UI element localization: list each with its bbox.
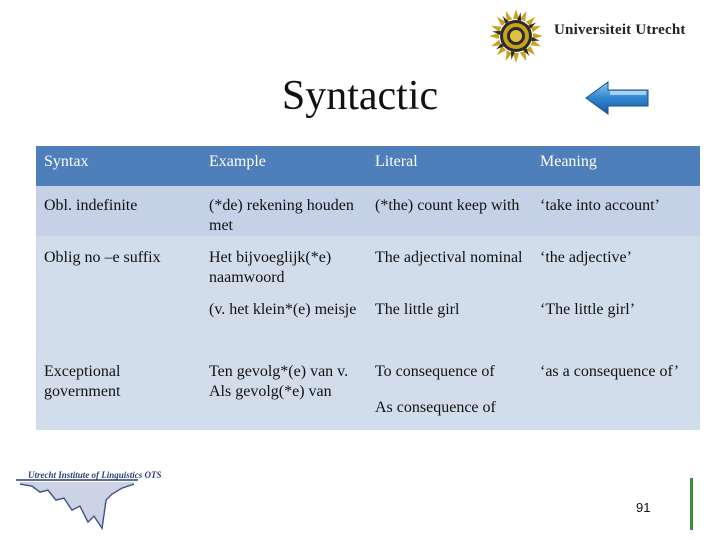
example-line-1: Ten gevolg*(e) van v. (209, 363, 349, 380)
cell-meaning: ‘the adjective’ (532, 236, 700, 288)
page-number: 91 (636, 500, 651, 515)
cell-syntax: Exceptional government (36, 356, 201, 430)
syntax-table (36, 146, 700, 430)
sun-seal-icon (488, 8, 544, 64)
literal-line-2: As consequence of (375, 399, 496, 416)
column-header-meaning: Meaning (532, 146, 700, 186)
column-header-syntax: Syntax (36, 146, 201, 186)
back-arrow-icon[interactable] (584, 78, 654, 118)
university-logo (488, 8, 714, 64)
cell-literal (367, 356, 532, 430)
literal-line-1: To consequence of (375, 363, 495, 380)
cell-example: (*de) rekening houden met (201, 186, 367, 236)
cell-example (201, 356, 367, 430)
table-row (36, 288, 700, 356)
cell-example: (v. het klein*(e) meisje (201, 288, 367, 356)
cell-syntax (36, 288, 201, 356)
institute-name: Utrecht Institute of Linguistics OTS (28, 470, 162, 480)
cell-syntax: Oblig no –e suffix (36, 236, 201, 288)
cell-syntax: Obl. indefinite (36, 186, 201, 236)
table-row (36, 356, 700, 430)
cell-literal: The little girl (367, 288, 532, 356)
slide-title: Syntactic (281, 73, 439, 119)
cell-meaning: ‘The little girl’ (532, 288, 700, 356)
column-header-literal: Literal (367, 146, 532, 186)
cell-literal: The adjectival nominal (367, 236, 532, 288)
column-header-example: Example (201, 146, 367, 186)
table-row (36, 186, 700, 236)
cell-example: Het bijvoeglijk(*e) naamwoord (201, 236, 367, 288)
table-header-row (36, 146, 700, 186)
accent-divider (690, 478, 693, 530)
table-row (36, 236, 700, 288)
cell-meaning: ‘take into account’ (532, 186, 700, 236)
example-line-2: Als gevolg(*e) van (209, 383, 332, 400)
cell-meaning: ‘as a consequence of’ (532, 356, 700, 430)
cell-literal: (*the) count keep with (367, 186, 532, 236)
university-name: Universiteit Utrecht (554, 22, 686, 38)
